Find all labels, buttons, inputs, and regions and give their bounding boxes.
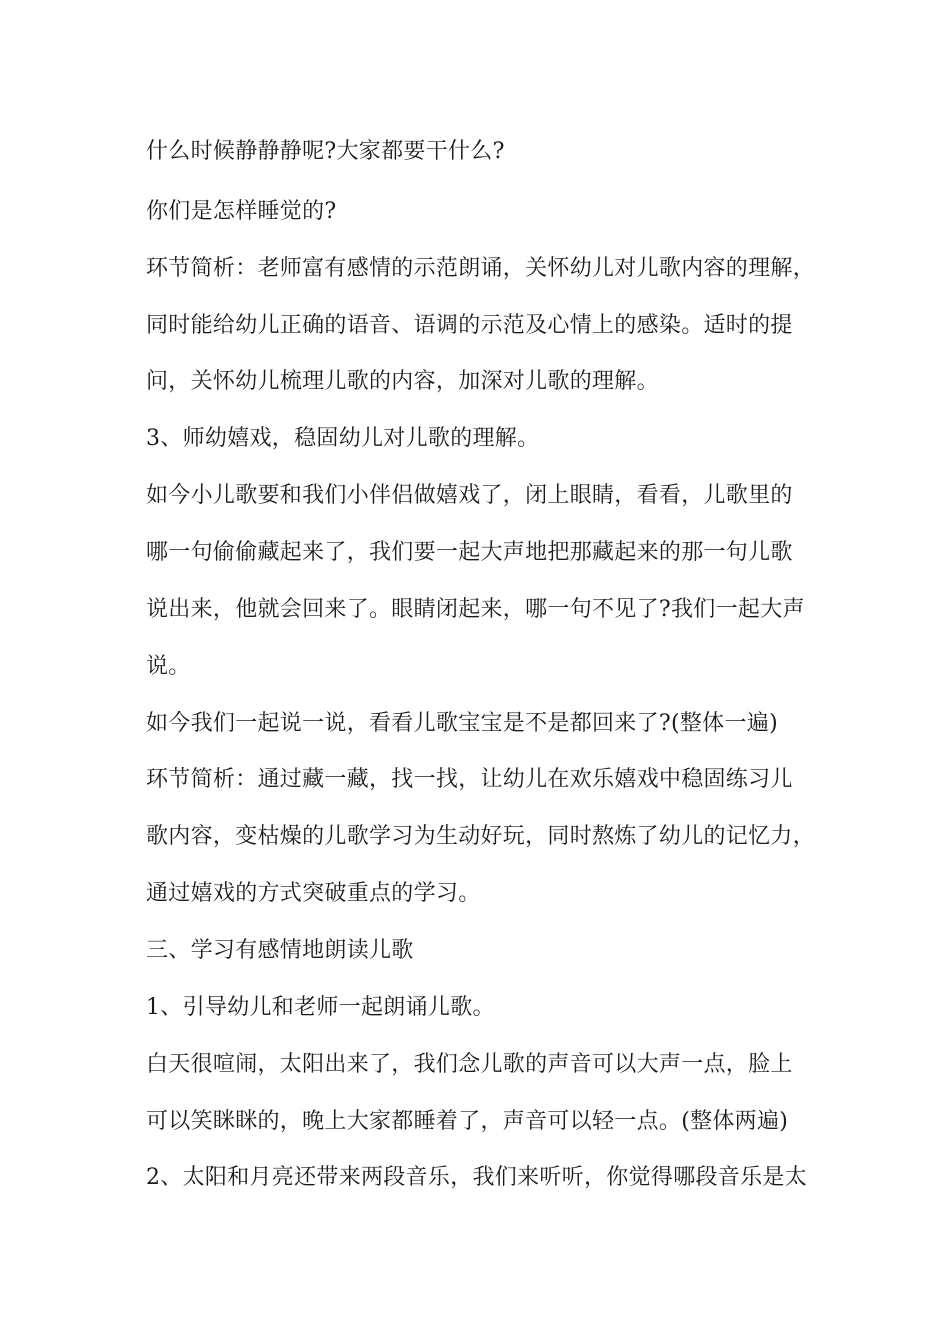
text-line-daytime-a: 白天很喧闹，太阳出来了，我们念儿歌的声音可以大声一点，脸上 bbox=[146, 1052, 793, 1077]
text-line-together: 如今我们一起说一说，看看儿歌宝宝是不是都回来了?(整体一遍) bbox=[146, 711, 778, 736]
text-line-game-b: 哪一句偷偷藏起来了，我们要一起大声地把那藏起来的那一句儿歌 bbox=[146, 540, 793, 565]
section-heading-three: 三、学习有感情地朗读儿歌 bbox=[146, 938, 414, 963]
text-line-analysis-2-a: 环节简析：通过藏一藏，找一找，让幼儿在欢乐嬉戏中稳固练习儿 bbox=[146, 767, 793, 792]
text-line-step-2-heading: 2、太阳和月亮还带来两段音乐，我们来听听，你觉得哪段音乐是太 bbox=[146, 1165, 807, 1190]
text-line-analysis-1-c: 问，关怀幼儿梳理儿歌的内容，加深对儿歌的理解。 bbox=[146, 369, 659, 394]
text-line-analysis-1-a: 环节简析：老师富有感情的示范朗诵，关怀幼儿对儿歌内容的理解， bbox=[146, 256, 816, 281]
text-line-question-sleep: 你们是怎样睡觉的? bbox=[146, 199, 337, 224]
text-line-step-3-heading: 3、师幼嬉戏，稳固幼儿对儿歌的理解。 bbox=[146, 426, 540, 451]
text-line-question-quiet: 什么时候静静静呢?大家都要干什么? bbox=[146, 139, 505, 164]
text-line-game-c: 说出来，他就会回来了。眼睛闭起来，哪一句不见了?我们一起大声 bbox=[146, 597, 805, 622]
text-line-analysis-1-b: 同时能给幼儿正确的语音、语调的示范及心情上的感染。适时的提 bbox=[146, 313, 793, 338]
text-line-analysis-2-b: 歌内容，变枯燥的儿歌学习为生动好玩，同时熬炼了幼儿的记忆力， bbox=[146, 824, 816, 849]
text-line-step-1-heading: 1、引导幼儿和老师一起朗诵儿歌。 bbox=[146, 995, 495, 1020]
text-line-game-d: 说。 bbox=[146, 654, 191, 679]
text-line-game-a: 如今小儿歌要和我们小伴侣做嬉戏了，闭上眼睛，看看，儿歌里的 bbox=[146, 483, 793, 508]
text-line-daytime-b: 可以笑眯眯的，晚上大家都睡着了，声音可以轻一点。(整体两遍) bbox=[146, 1109, 789, 1134]
text-line-analysis-2-c: 通过嬉戏的方式突破重点的学习。 bbox=[146, 881, 481, 906]
